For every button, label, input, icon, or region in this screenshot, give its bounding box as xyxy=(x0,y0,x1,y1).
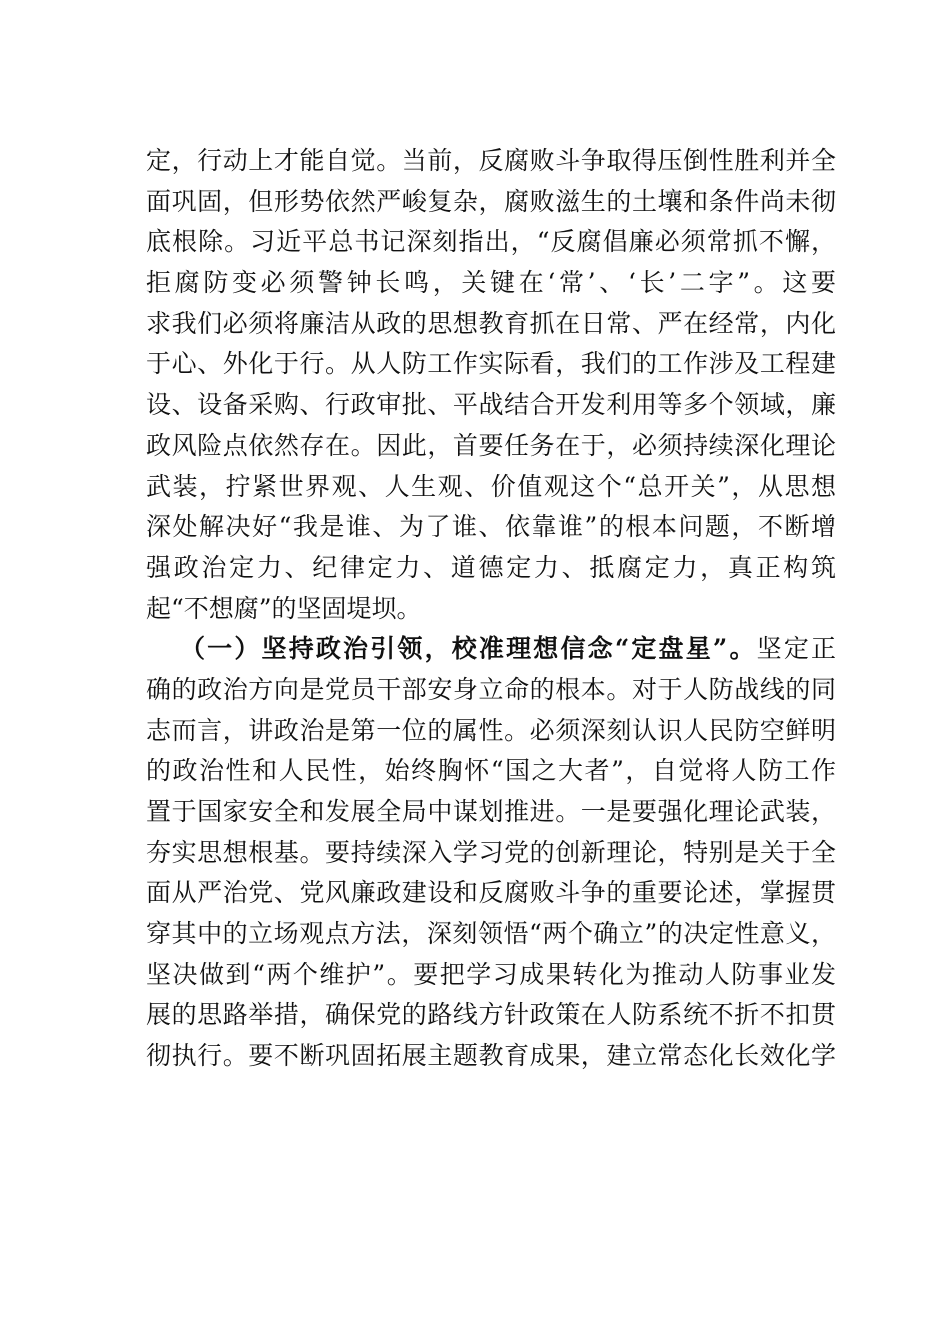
paragraph-1-line: 面巩固，但形势依然严峻复杂，腐败滋生的土壤和条件尚未彻 xyxy=(146,186,836,216)
paragraph-2-line: 志而言，讲政治是第一位的属性。必须深刻认识人民防空鲜明 xyxy=(146,715,836,745)
paragraph-2-line: 穿其中的立场观点方法，深刻领悟“两个确立”的决定性意义， xyxy=(146,919,836,949)
paragraph-2-line: 置于国家安全和发展全局中谋划推进。一是要强化理论武装， xyxy=(146,797,836,826)
paragraph-2-line: 确的政治方向是党员干部安身立命的根本。对于人防战线的同 xyxy=(146,674,836,704)
paragraph-2-first-line xyxy=(146,629,836,670)
paragraph-1-line: 拒腐防变必须警钟长鸣，关键在‘常’、‘长’二字”。这要 xyxy=(146,268,836,298)
paragraph-1-line: 定，行动上才能自觉。当前，反腐败斗争取得压倒性胜利并全 xyxy=(146,146,836,175)
paragraph-1-line: 政风险点依然存在。因此，首要任务在于，必须持续深化理论 xyxy=(146,430,836,460)
paragraph-2-line: 面从严治党、党风廉政建设和反腐败斗争的重要论述，掌握贯 xyxy=(146,878,836,908)
paragraph-2 xyxy=(146,629,836,1077)
paragraph-1-line: 武装，拧紧世界观、人生观、价值观这个“总开关”，从思想 xyxy=(146,471,836,501)
paragraph-2-line: 彻执行。要不断巩固拓展主题教育成果，建立常态化长效化学 xyxy=(146,1041,836,1071)
paragraph-2-line: 坚决做到“两个维护”。要把学习成果转化为推动人防事业发 xyxy=(146,959,836,989)
paragraph-2-line: 夯实思想根基。要持续深入学习党的创新理论，特别是关于全 xyxy=(146,837,836,867)
paragraph-2-line: 的政治性和人民性，始终胸怀“国之大者”，自觉将人防工作 xyxy=(146,756,836,786)
paragraph-1-line: 设、设备采购、行政审批、平战结合开发利用等多个领域，廉 xyxy=(146,390,836,420)
paragraph-1-line: 底根除。习近平总书记深刻指出，“反腐倡廉必须常抓不懈， xyxy=(146,227,836,257)
paragraph-1-line: 起“不想腐”的坚固堤坝。 xyxy=(146,593,422,623)
paragraph-1-line: 强政治定力、纪律定力、道德定力、抵腐定力，真正构筑 xyxy=(146,552,836,582)
paragraph-2-line: 展的思路举措，确保党的路线方针政策在人防系统不折不扣贯 xyxy=(146,1000,836,1030)
paragraph-2-first-line-rest: 坚定正 xyxy=(756,634,836,664)
body-text xyxy=(146,141,836,1077)
section-heading: （一）坚持政治引领，校准理想信念“定盘星”。 xyxy=(180,634,757,664)
paragraph-1-line: 于心、外化于行。从人防工作实际看，我们的工作涉及工程建 xyxy=(146,349,836,379)
paragraph-1-line: 深处解决好“我是谁、为了谁、依靠谁”的根本问题，不断增 xyxy=(146,512,836,542)
paragraph-1-line: 求我们必须将廉洁从政的思想教育抓在日常、严在经常，内化 xyxy=(146,308,836,338)
paragraph-1 xyxy=(146,141,836,629)
